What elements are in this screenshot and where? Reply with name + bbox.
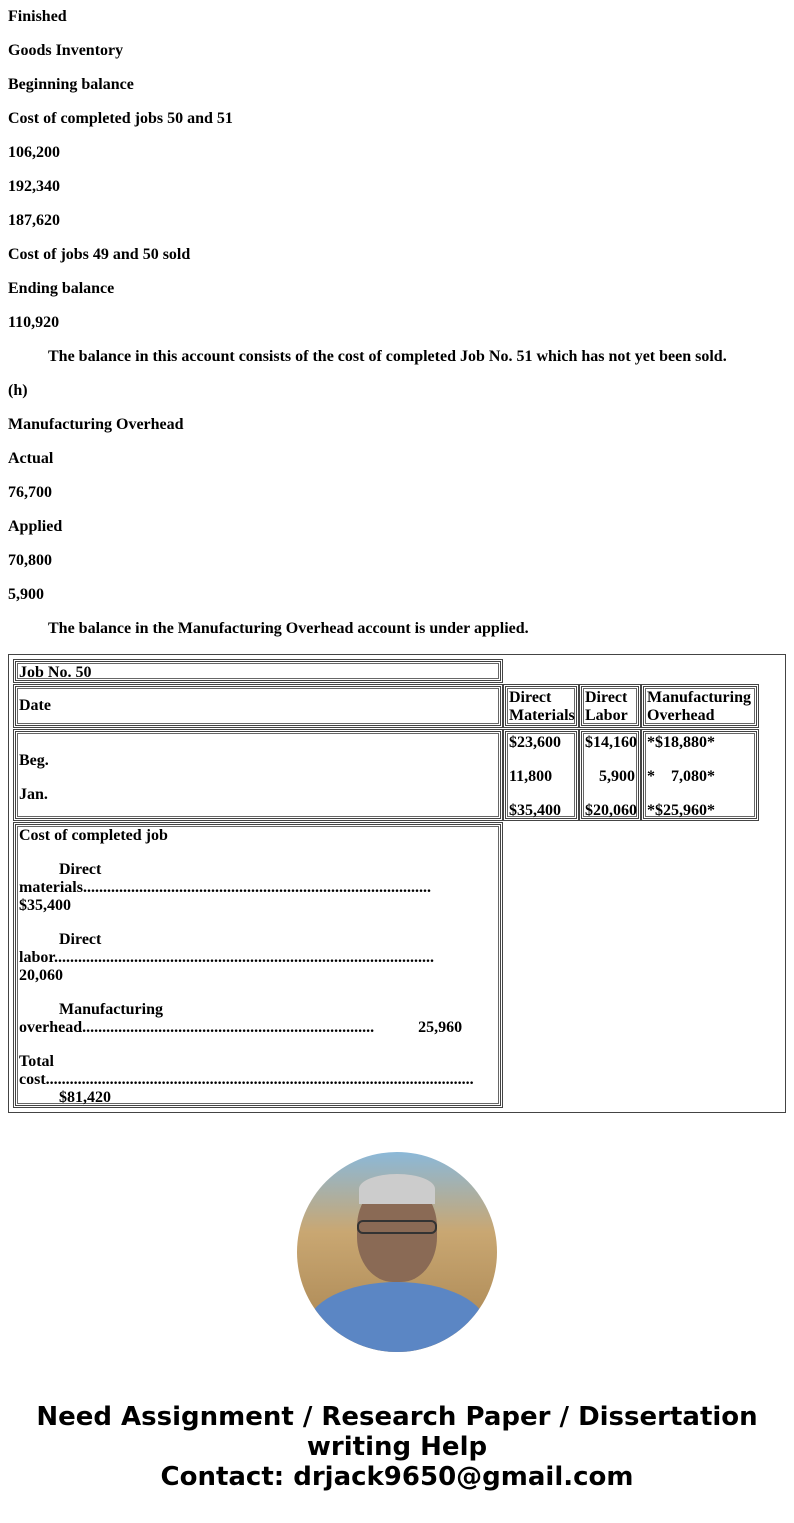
- job-cost-table: [8, 654, 786, 1113]
- summary-label: Total: [19, 1053, 54, 1070]
- header-dl: [579, 684, 641, 728]
- header-label: Manufacturing Overhead: [647, 689, 751, 724]
- value: $35,400: [509, 802, 561, 819]
- note: The balance in this account consists of the cost of completed Job No. 51 which has not yet been sold.: [48, 348, 727, 365]
- text-line: Ending balance: [8, 280, 115, 297]
- text-line: 70,800: [8, 552, 52, 569]
- mo-cell: [641, 729, 759, 821]
- summary-label: Manufacturing: [59, 1001, 163, 1018]
- value: *$18,880*: [647, 734, 715, 751]
- summary-label: Direct: [59, 931, 102, 948]
- job-title-cell: [13, 659, 503, 683]
- text-line: 187,620: [8, 212, 60, 229]
- header-dm: [503, 684, 579, 728]
- header-label: Direct Labor: [585, 689, 628, 724]
- value: $23,600: [509, 734, 561, 751]
- summary-cell: [13, 822, 503, 1108]
- summary-title: Cost of completed job: [19, 827, 168, 844]
- header-label: Date: [19, 697, 51, 714]
- text-line: Goods Inventory: [8, 42, 124, 59]
- summary-label: labor...............................................................................................: [19, 949, 434, 966]
- author-photo: [297, 1152, 497, 1352]
- footer-banner: [8, 1402, 786, 1492]
- header-mo: [641, 684, 759, 728]
- note: The balance in the Manufacturing Overhead account is under applied.: [48, 620, 529, 637]
- text-line: Cost of jobs 49 and 50 sold: [8, 246, 191, 263]
- text-line: Actual: [8, 450, 54, 467]
- date: Jan.: [19, 786, 48, 803]
- text-line: (h): [8, 382, 28, 399]
- summary-label: overhead.........................................................................: [19, 1019, 375, 1036]
- value: $14,160: [585, 734, 637, 751]
- header-date: [13, 684, 503, 728]
- summary-label: Direct: [59, 861, 102, 878]
- text-line: Manufacturing Overhead: [8, 416, 184, 433]
- summary-value: $35,400: [19, 897, 71, 914]
- dl-cell: [579, 729, 641, 821]
- summary-label: cost...........................................................................................................: [19, 1071, 474, 1088]
- footer-line: Need Assignment / Research Paper / Dissertation writing Help: [36, 1402, 758, 1462]
- text-line: 192,340: [8, 178, 60, 195]
- text-line: 76,700: [8, 484, 52, 501]
- value: * 7,080*: [647, 768, 715, 785]
- value: 5,900: [599, 768, 635, 785]
- job-title: Job No. 50: [19, 664, 92, 681]
- footer-contact: Contact: drjack9650@gmail.com: [160, 1462, 634, 1492]
- summary-value: $81,420: [59, 1089, 111, 1106]
- date: Beg.: [19, 752, 49, 769]
- value: 11,800: [509, 768, 553, 785]
- text-line: 5,900: [8, 586, 44, 603]
- text-line: Cost of completed jobs 50 and 51: [8, 110, 233, 127]
- value: *$25,960*: [647, 802, 715, 819]
- dm-cell: [503, 729, 579, 821]
- summary-value: 25,960: [418, 1019, 463, 1036]
- text-line: 110,920: [8, 314, 60, 331]
- text-line: Finished: [8, 8, 67, 25]
- dates-cell: [13, 729, 503, 821]
- value: $20,060: [585, 802, 637, 819]
- finished-goods-section: [8, 0, 786, 646]
- text-line: Applied: [8, 518, 63, 535]
- summary-label: materials.......................................................................................: [19, 879, 431, 896]
- text-line: Beginning balance: [8, 76, 134, 93]
- header-label: Direct Materials: [509, 689, 575, 724]
- summary-value: 20,060: [19, 967, 63, 984]
- text-line: 106,200: [8, 144, 60, 161]
